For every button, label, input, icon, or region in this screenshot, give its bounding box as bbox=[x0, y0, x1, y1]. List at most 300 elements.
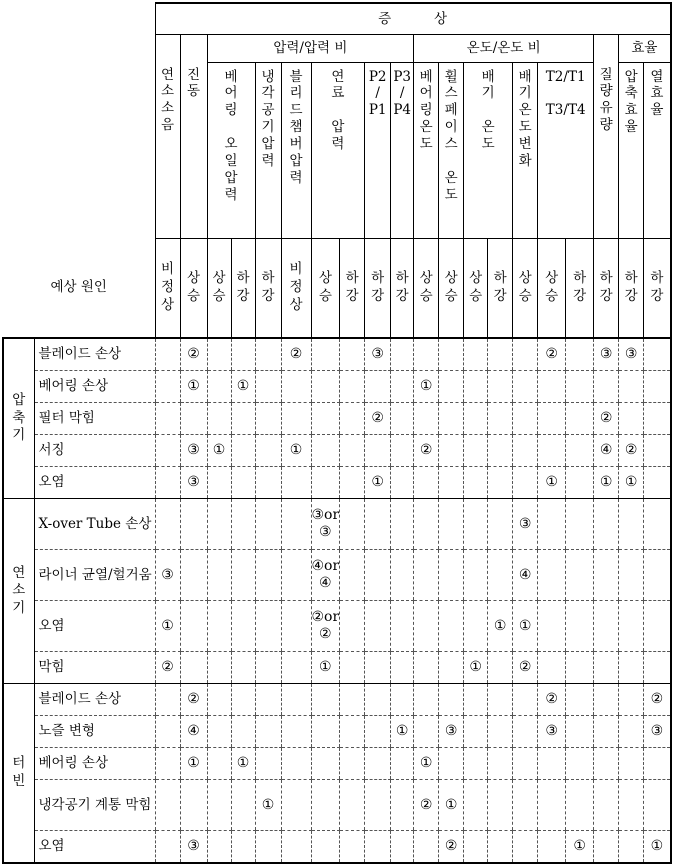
direction-cell bbox=[231, 238, 255, 338]
symptom-mark bbox=[414, 550, 439, 601]
symptom-mark bbox=[488, 684, 513, 716]
col-compressor-efficiency bbox=[619, 62, 644, 238]
symptom-mark bbox=[538, 499, 566, 550]
symptom-mark bbox=[311, 403, 340, 435]
symptom-mark bbox=[488, 338, 513, 371]
symptom-mark bbox=[619, 780, 644, 831]
symptom-mark bbox=[365, 601, 391, 652]
direction-char: 정 bbox=[160, 278, 175, 295]
col-p3-p4 bbox=[391, 62, 414, 238]
header-char: 소 bbox=[160, 100, 175, 117]
symptom-mark: ④ bbox=[594, 435, 619, 467]
cause-name: 베어링 손상 bbox=[34, 371, 155, 403]
symptom-mark: ② bbox=[594, 403, 619, 435]
symptom-mark bbox=[619, 499, 644, 550]
symptom-mark bbox=[231, 435, 255, 467]
symptom-mark: ① bbox=[619, 467, 644, 499]
table-row bbox=[3, 684, 671, 716]
symptom-mark bbox=[464, 780, 488, 831]
symptom-mark bbox=[513, 467, 538, 499]
header-char bbox=[564, 85, 568, 102]
symptom-mark bbox=[311, 748, 340, 780]
direction-label bbox=[256, 270, 281, 305]
symptom-mark bbox=[231, 499, 255, 550]
header-char: 음 bbox=[160, 117, 175, 134]
col-wheelspace-temp bbox=[439, 62, 464, 238]
symptom-mark bbox=[180, 601, 207, 652]
group-label-char: 축 bbox=[12, 409, 26, 426]
symptom-mark bbox=[594, 684, 619, 716]
symptom-mark bbox=[538, 748, 566, 780]
symptom-mark bbox=[231, 684, 255, 716]
header-char: 압 bbox=[289, 152, 303, 169]
direction-label bbox=[156, 261, 180, 314]
symptom-mark: ④ bbox=[180, 716, 207, 748]
table-row bbox=[3, 371, 671, 403]
direction-label bbox=[644, 270, 670, 305]
symptom-mark bbox=[365, 780, 391, 831]
symptom-mark bbox=[464, 831, 488, 864]
symptom-mark bbox=[155, 831, 180, 864]
direction-char: 정 bbox=[289, 278, 303, 295]
direction-cell bbox=[513, 238, 538, 338]
direction-label bbox=[312, 270, 340, 305]
direction-cell bbox=[340, 238, 365, 338]
expected-cause-header: 예상 원인 bbox=[3, 238, 155, 338]
symptom-mark bbox=[538, 550, 566, 601]
symptom-mark bbox=[207, 748, 231, 780]
symptom-mark bbox=[566, 601, 594, 652]
symptom-mark bbox=[464, 684, 488, 716]
symptom-mark bbox=[566, 403, 594, 435]
symptom-mark bbox=[513, 403, 538, 435]
symptom-mark bbox=[231, 780, 255, 831]
symptom-mark bbox=[281, 403, 311, 435]
symptom-mark bbox=[594, 716, 619, 748]
symptom-mark bbox=[439, 467, 464, 499]
symptom-mark bbox=[207, 652, 231, 684]
symptom-mark bbox=[594, 499, 619, 550]
symptom-mark bbox=[391, 499, 414, 550]
symptom-mark bbox=[513, 716, 538, 748]
header-char: 링 bbox=[419, 102, 433, 119]
header-char bbox=[229, 119, 233, 136]
header-char: 연 bbox=[160, 66, 175, 83]
symptom-mark: ① bbox=[414, 748, 439, 780]
symptom-mark bbox=[644, 499, 671, 550]
header-char: 온 bbox=[481, 119, 495, 136]
symptom-mark: ③ bbox=[155, 550, 180, 601]
symptom-mark bbox=[644, 550, 671, 601]
symptom-mark: ① bbox=[513, 601, 538, 652]
cause-name: 오염 bbox=[34, 601, 155, 652]
symptom-mark bbox=[391, 831, 414, 864]
symptom-mark bbox=[619, 652, 644, 684]
symptom-mark bbox=[488, 748, 513, 780]
symptom-mark bbox=[464, 467, 488, 499]
symptom-mark bbox=[644, 601, 671, 652]
header-char: 화 bbox=[518, 152, 532, 169]
symptom-mark bbox=[566, 684, 594, 716]
symptom-mark bbox=[311, 684, 340, 716]
direction-cell bbox=[619, 238, 644, 338]
symptom-mark: ③ bbox=[538, 716, 566, 748]
direction-char: 승 bbox=[318, 287, 332, 304]
symptom-mark bbox=[391, 403, 414, 435]
header-char: 소 bbox=[160, 83, 175, 100]
header-char: 스 bbox=[444, 136, 458, 152]
symptom-mark bbox=[281, 748, 311, 780]
cause-name: 오염 bbox=[34, 831, 155, 864]
group-label-char: 기 bbox=[12, 599, 26, 616]
symptom-mark bbox=[155, 684, 180, 716]
direction-label bbox=[464, 270, 487, 305]
symptom-mark bbox=[464, 435, 488, 467]
cause-name: 노즐 변형 bbox=[34, 716, 155, 748]
symptom-mark bbox=[439, 403, 464, 435]
direction-cell bbox=[488, 238, 513, 338]
direction-char: 상 bbox=[545, 270, 559, 287]
symptom-mark bbox=[255, 716, 281, 748]
symptom-mark bbox=[340, 338, 365, 371]
direction-char: 승 bbox=[212, 287, 226, 304]
symptom-mark: ② bbox=[414, 435, 439, 467]
symptom-mark bbox=[566, 499, 594, 550]
symptom-mark bbox=[414, 403, 439, 435]
symptom-mark bbox=[414, 601, 439, 652]
symptom-mark bbox=[281, 652, 311, 684]
direction-label bbox=[619, 270, 643, 305]
symptom-mark bbox=[311, 780, 340, 831]
symptom-mark bbox=[644, 371, 671, 403]
symptom-mark bbox=[365, 435, 391, 467]
symptom-mark bbox=[180, 403, 207, 435]
symptom-mark bbox=[594, 652, 619, 684]
symptom-mark bbox=[644, 435, 671, 467]
header-char: 료 bbox=[331, 85, 345, 102]
symptom-mark bbox=[414, 499, 439, 550]
header-char: 배 bbox=[481, 68, 495, 85]
symptom-mark bbox=[311, 435, 340, 467]
header-char: / bbox=[375, 85, 380, 102]
symptom-mark bbox=[439, 499, 464, 550]
header-char: 유 bbox=[599, 100, 613, 117]
symptom-mark bbox=[566, 716, 594, 748]
header-char: 냉 bbox=[261, 68, 275, 85]
direction-cell bbox=[365, 238, 391, 338]
direction-cell bbox=[281, 238, 311, 338]
cause-name: 오염 bbox=[34, 467, 155, 499]
symptom-mark: ① bbox=[488, 601, 513, 652]
group-label-char: 빈 bbox=[12, 773, 26, 789]
header-char: 질 bbox=[599, 66, 613, 83]
symptom-mark bbox=[488, 652, 513, 684]
symptom-mark: ① bbox=[439, 780, 464, 831]
symptom-mark bbox=[391, 435, 414, 467]
symptom-mark bbox=[340, 831, 365, 864]
symptom-mark bbox=[644, 403, 671, 435]
symptom-mark bbox=[391, 338, 414, 371]
symptom-mark bbox=[619, 371, 644, 403]
header-char: 량 bbox=[599, 117, 613, 134]
cause-name: 라이너 균열/헐거움 bbox=[34, 550, 155, 601]
direction-cell bbox=[391, 238, 414, 338]
symptom-mark bbox=[340, 780, 365, 831]
symptom-mark bbox=[231, 831, 255, 864]
symptom-mark bbox=[340, 467, 365, 499]
group-label-char: 연 bbox=[12, 564, 26, 581]
direction-char: 강 bbox=[395, 287, 409, 304]
symptom-mark: ① bbox=[538, 467, 566, 499]
symptom-mark bbox=[464, 601, 488, 652]
symptom-mark bbox=[255, 748, 281, 780]
direction-char: 하 bbox=[599, 270, 613, 287]
symptom-mark bbox=[340, 371, 365, 403]
header-char: P4 bbox=[393, 102, 412, 119]
symptom-mark: ① bbox=[594, 467, 619, 499]
col-mass-flow bbox=[594, 34, 619, 238]
symptom-mark bbox=[391, 748, 414, 780]
header-char: 기 bbox=[518, 85, 532, 102]
table-row bbox=[3, 780, 671, 831]
symptom-mark bbox=[365, 748, 391, 780]
header-char: 력 bbox=[289, 169, 303, 186]
symptom-mark bbox=[365, 716, 391, 748]
direction-cell bbox=[311, 238, 340, 338]
symptom-mark bbox=[513, 338, 538, 371]
symptom-mark bbox=[488, 371, 513, 403]
symptom-mark bbox=[281, 684, 311, 716]
header-char: 일 bbox=[224, 152, 238, 169]
group-label-char: 기 bbox=[12, 427, 26, 444]
header-char: 버 bbox=[289, 136, 303, 152]
cause-name: X-over Tube 손상 bbox=[34, 499, 155, 550]
header-char: 어 bbox=[224, 85, 238, 102]
symptom-mark: ① bbox=[365, 467, 391, 499]
symptom-mark bbox=[464, 338, 488, 371]
col-vibration bbox=[180, 34, 207, 238]
direction-char: 하 bbox=[395, 270, 409, 287]
symptom-mark bbox=[340, 550, 365, 601]
col-exhaust-temp-change bbox=[513, 62, 538, 238]
header-char: 이 bbox=[444, 119, 458, 136]
symptom-mark bbox=[619, 831, 644, 864]
symptom-mark bbox=[180, 550, 207, 601]
header-char: 배 bbox=[518, 68, 532, 85]
symptom-mark bbox=[414, 716, 439, 748]
symptom-mark bbox=[513, 831, 538, 864]
symptom-mark bbox=[538, 831, 566, 864]
symptom-mark bbox=[340, 499, 365, 550]
symptom-mark bbox=[414, 467, 439, 499]
symptom-mark bbox=[488, 780, 513, 831]
symptom-mark bbox=[594, 748, 619, 780]
direction-char: 상 bbox=[212, 270, 226, 287]
symptom-mark bbox=[231, 338, 255, 371]
direction-char: 하 bbox=[650, 270, 664, 287]
cause-name: 막힘 bbox=[34, 652, 155, 684]
symptom-mark: ① bbox=[464, 652, 488, 684]
symptom-mark: ② bbox=[538, 684, 566, 716]
header-char: 온 bbox=[518, 102, 532, 119]
symptom-mark bbox=[255, 499, 281, 550]
header-char bbox=[449, 153, 453, 170]
symptom-mark bbox=[488, 550, 513, 601]
group-temperature: 온도/온도 비 bbox=[414, 34, 594, 62]
group-label-char: 소 bbox=[12, 582, 26, 599]
direction-label bbox=[365, 270, 390, 305]
header-char: 력 bbox=[261, 152, 275, 169]
group-label bbox=[3, 499, 34, 684]
symptom-mark bbox=[439, 371, 464, 403]
symptom-mark bbox=[231, 716, 255, 748]
direction-char: 하 bbox=[261, 270, 275, 287]
direction-char: 승 bbox=[419, 287, 433, 304]
symptom-mark: ④or ④ bbox=[311, 550, 340, 601]
symptom-mark: ① bbox=[391, 716, 414, 748]
symptom-mark: ③ bbox=[180, 831, 207, 864]
table-row bbox=[3, 601, 671, 652]
direction-char: 승 bbox=[545, 287, 559, 304]
symptom-mark bbox=[594, 831, 619, 864]
col-fuel-pressure bbox=[311, 62, 365, 238]
symptom-mark bbox=[155, 338, 180, 371]
header-char bbox=[486, 102, 490, 119]
symptom-mark bbox=[644, 467, 671, 499]
table-row bbox=[3, 652, 671, 684]
direction-label bbox=[282, 261, 311, 314]
symptom-mark bbox=[488, 467, 513, 499]
symptom-mark: ② bbox=[644, 684, 671, 716]
direction-label bbox=[513, 270, 537, 305]
symptom-mark bbox=[619, 748, 644, 780]
col-bearing-temp bbox=[414, 62, 439, 238]
symptom-mark bbox=[538, 371, 566, 403]
symptom-mark bbox=[566, 435, 594, 467]
direction-char: 상 bbox=[160, 296, 175, 313]
symptom-mark: ① bbox=[566, 831, 594, 864]
table-row bbox=[3, 550, 671, 601]
symptom-mark: ② bbox=[281, 338, 311, 371]
direction-label bbox=[594, 270, 618, 305]
symptom-mark bbox=[255, 831, 281, 864]
symptom-mark bbox=[644, 748, 671, 780]
table-row bbox=[3, 403, 671, 435]
direction-char: 비 bbox=[160, 261, 175, 278]
direction-cell bbox=[207, 238, 231, 338]
symptom-mark bbox=[365, 371, 391, 403]
symptom-mark bbox=[513, 371, 538, 403]
header-char: 압 bbox=[624, 68, 638, 85]
col-combustion-noise bbox=[155, 34, 180, 238]
direction-char: 승 bbox=[444, 287, 458, 304]
direction-char: 하 bbox=[345, 270, 359, 287]
header-char: 율 bbox=[624, 119, 638, 136]
group-label bbox=[3, 338, 34, 499]
cause-name: 베어링 손상 bbox=[34, 748, 155, 780]
symptom-mark bbox=[644, 780, 671, 831]
symptom-mark bbox=[464, 716, 488, 748]
header-char: 리 bbox=[289, 85, 303, 102]
symptom-mark bbox=[439, 684, 464, 716]
symptom-mark bbox=[538, 435, 566, 467]
symptom-mark bbox=[255, 435, 281, 467]
symptom-mark bbox=[281, 550, 311, 601]
direction-char: 승 bbox=[518, 287, 532, 304]
symptom-mark bbox=[566, 780, 594, 831]
header-char: 압 bbox=[224, 169, 238, 186]
table-row bbox=[3, 338, 671, 371]
symptom-mark bbox=[311, 371, 340, 403]
group-label-char: 터 bbox=[12, 755, 26, 772]
symptom-mark bbox=[340, 716, 365, 748]
symptom-mark: ① bbox=[255, 780, 281, 831]
header-char: 도 bbox=[419, 136, 433, 152]
direction-label bbox=[439, 270, 463, 305]
direction-char: 하 bbox=[624, 270, 638, 287]
symptom-mark bbox=[365, 831, 391, 864]
symptom-mark bbox=[513, 435, 538, 467]
symptom-mark: ③ bbox=[594, 338, 619, 371]
symptom-mark: ③ bbox=[439, 716, 464, 748]
direction-label bbox=[208, 270, 231, 305]
symptom-mark bbox=[619, 716, 644, 748]
header-char: 력 bbox=[331, 136, 345, 152]
symptom-mark bbox=[340, 684, 365, 716]
symptom-mark bbox=[414, 831, 439, 864]
col-exhaust-temp bbox=[464, 62, 513, 238]
symptom-mark bbox=[207, 831, 231, 864]
group-label-char: 압 bbox=[12, 392, 26, 409]
symptom-mark bbox=[594, 371, 619, 403]
direction-char: 상 bbox=[419, 270, 433, 287]
col-p2-p1 bbox=[365, 62, 391, 238]
direction-label bbox=[181, 270, 207, 305]
symptom-mark: ① bbox=[231, 748, 255, 780]
symptom-mark bbox=[488, 831, 513, 864]
direction-char: 승 bbox=[186, 287, 201, 304]
header-char: 력 bbox=[224, 186, 238, 203]
symptom-mark: ③ bbox=[180, 435, 207, 467]
header-char: 율 bbox=[650, 102, 664, 119]
header-char: 변 bbox=[518, 136, 532, 152]
table-row bbox=[3, 499, 671, 550]
header-char: 효 bbox=[624, 102, 638, 119]
symptom-mark: ④ bbox=[513, 550, 538, 601]
table-row bbox=[3, 831, 671, 864]
direction-char: 비 bbox=[289, 261, 303, 278]
symptom-mark: ③ bbox=[365, 338, 391, 371]
direction-cell bbox=[439, 238, 464, 338]
symptom-mark bbox=[340, 748, 365, 780]
header-char: 압 bbox=[261, 136, 275, 152]
symptom-mark bbox=[231, 467, 255, 499]
symptom-mark bbox=[414, 652, 439, 684]
header-char: 기 bbox=[261, 119, 275, 136]
symptom-mark: ① bbox=[180, 748, 207, 780]
symptom-mark bbox=[311, 338, 340, 371]
direction-char: 강 bbox=[650, 287, 664, 304]
header-char: 드 bbox=[289, 102, 303, 119]
symptom-mark: ③or ③ bbox=[311, 499, 340, 550]
header-char: 어 bbox=[419, 85, 433, 102]
col-bleed-chamber-pressure bbox=[281, 62, 311, 238]
symptom-mark bbox=[464, 499, 488, 550]
table-row bbox=[3, 748, 671, 780]
direction-cell bbox=[414, 238, 439, 338]
direction-label bbox=[538, 270, 565, 305]
direction-char: 상 bbox=[469, 270, 483, 287]
